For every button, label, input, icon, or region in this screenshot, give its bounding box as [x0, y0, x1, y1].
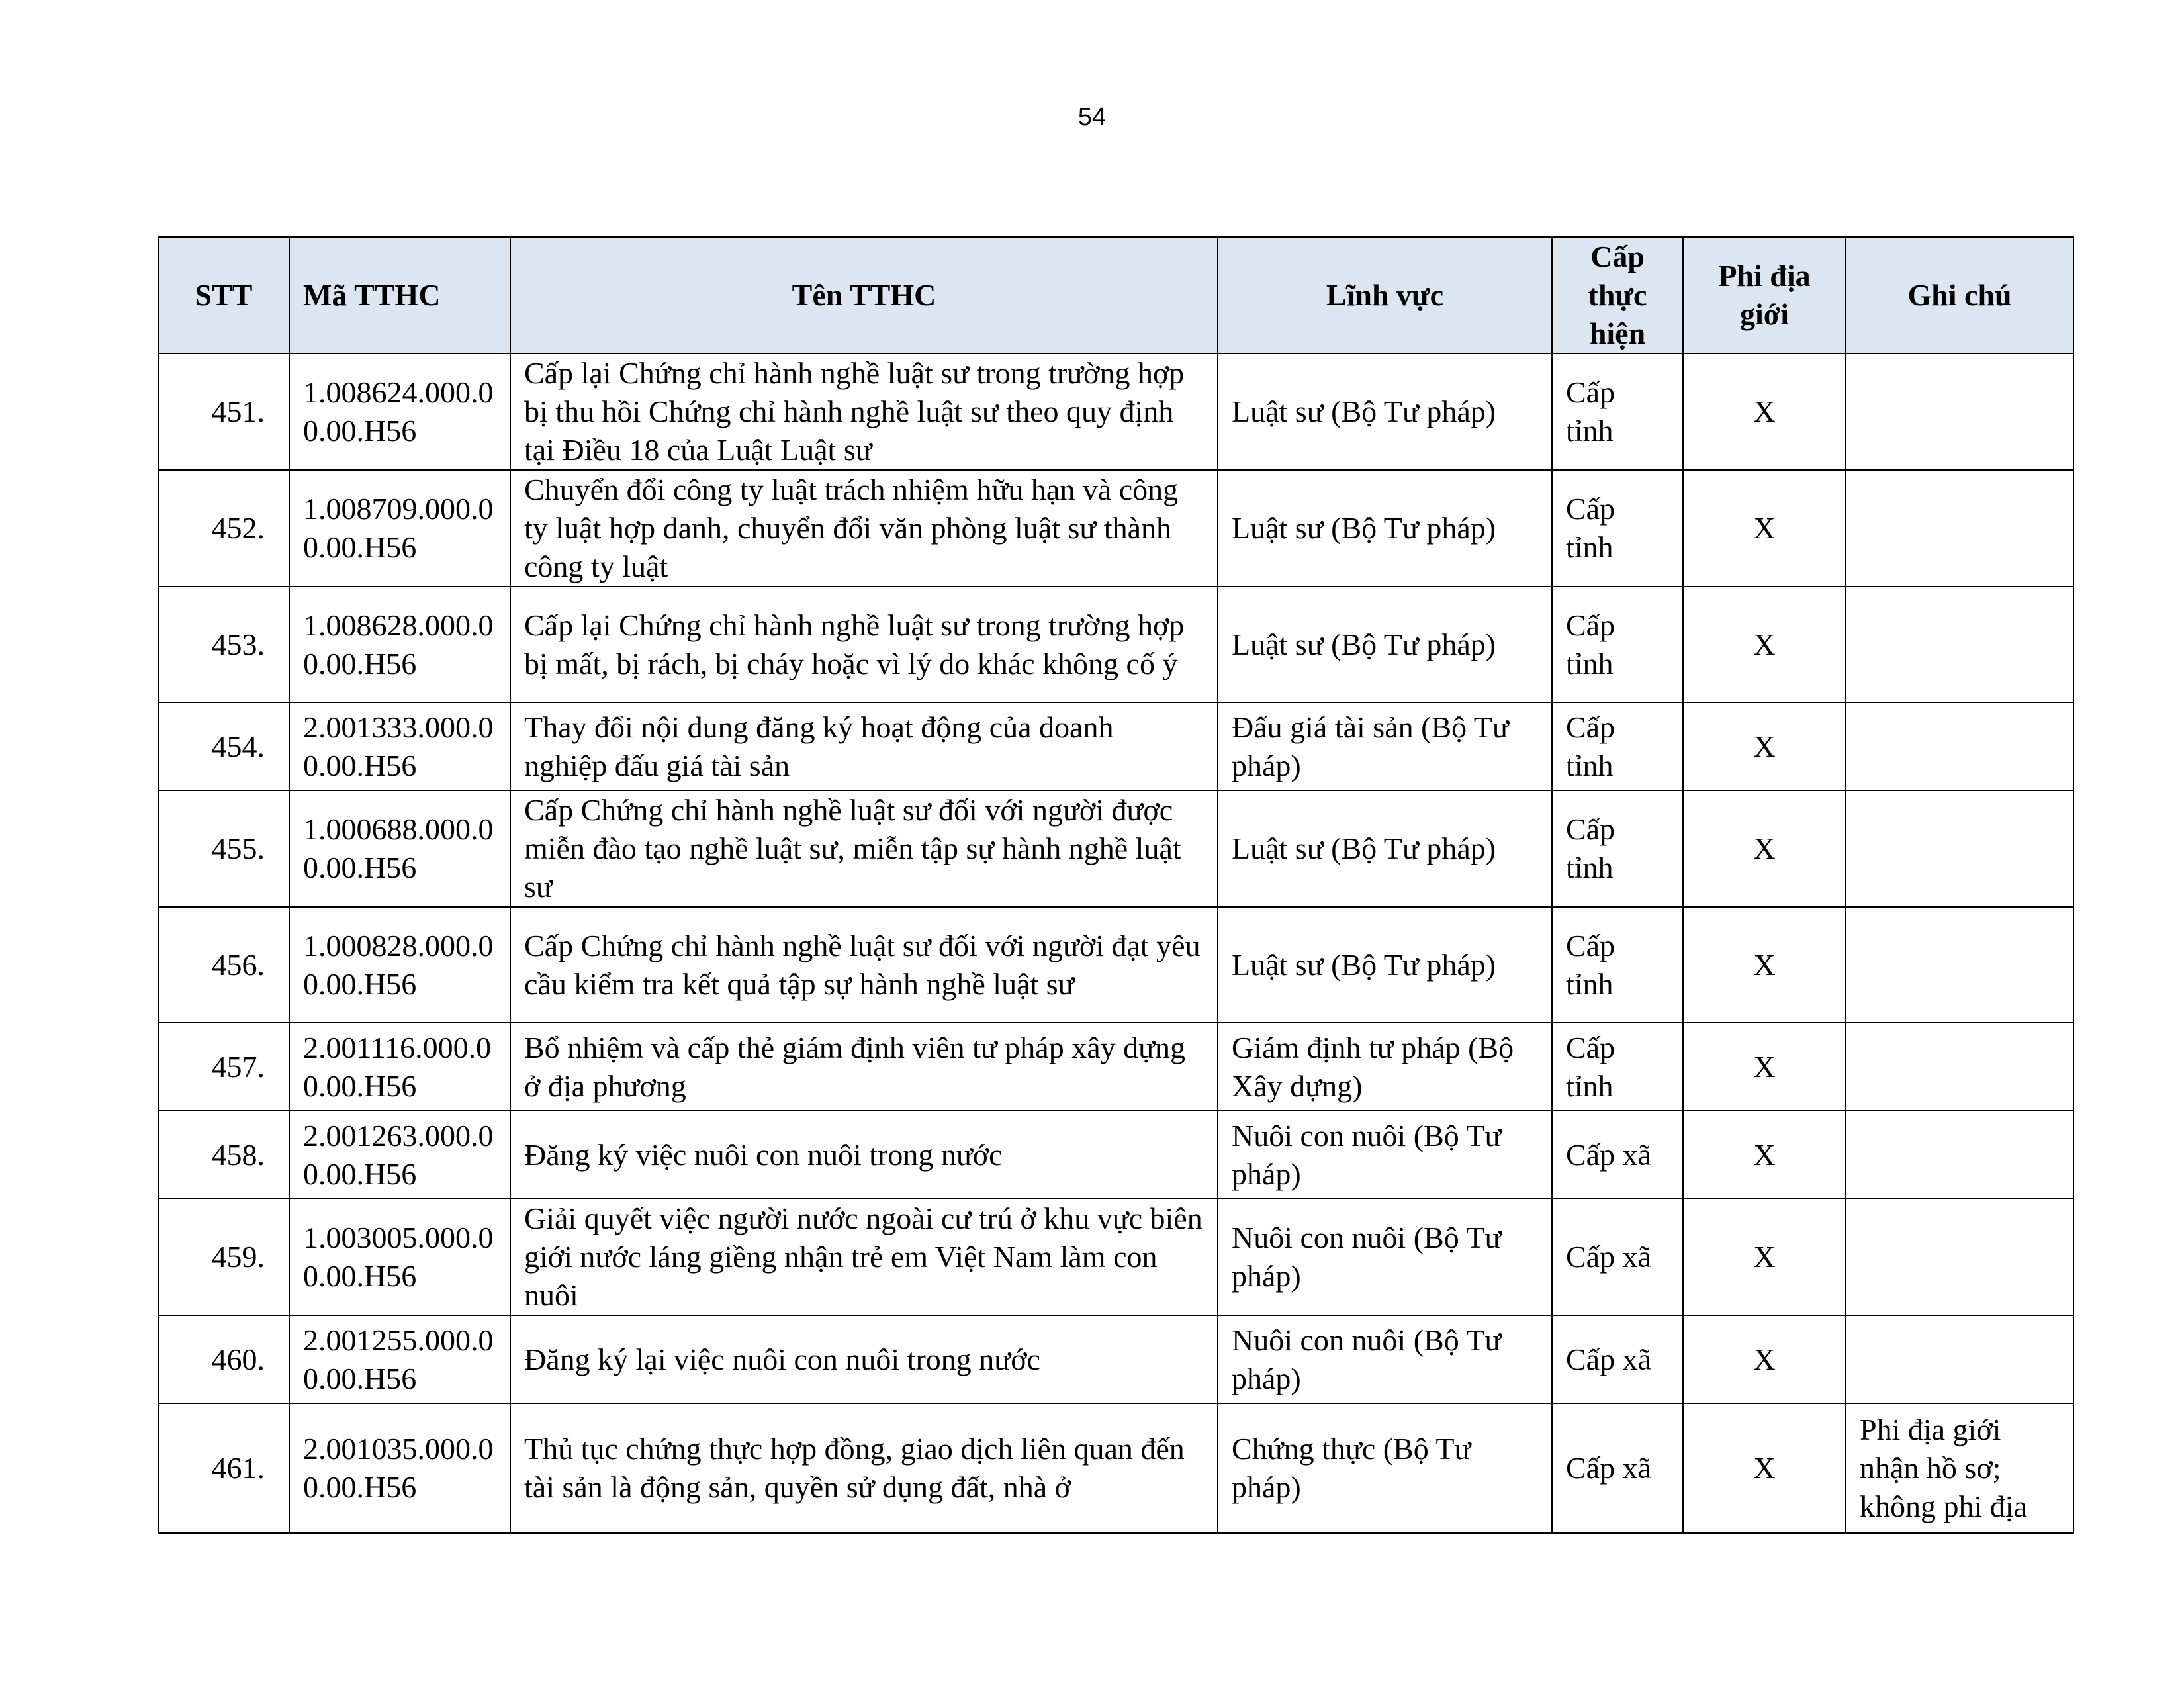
header-stt: STT — [158, 237, 289, 353]
cell-linh-vuc: Nuôi con nuôi (Bộ Tư pháp) — [1218, 1315, 1552, 1403]
header-ten-tthc: Tên TTHC — [510, 237, 1218, 353]
cell-phi-dia-gioi: X — [1683, 907, 1846, 1023]
cell-phi-dia-gioi: X — [1683, 1111, 1846, 1199]
cell-phi-dia-gioi: X — [1683, 586, 1846, 702]
cell-stt: 454. — [158, 702, 289, 790]
cell-stt: 451. — [158, 353, 289, 470]
cell-phi-dia-gioi: X — [1683, 353, 1846, 470]
cell-linh-vuc: Luật sư (Bộ Tư pháp) — [1218, 790, 1552, 907]
table-row — [158, 907, 2073, 1023]
cell-cap-thuc-hien: Cấp xã — [1552, 1315, 1683, 1403]
header-ma-tthc: Mã TTHC — [289, 237, 510, 353]
cell-ghi-chu — [1846, 353, 2073, 470]
cell-ghi-chu — [1846, 702, 2073, 790]
cell-stt: 459. — [158, 1199, 289, 1315]
cell-linh-vuc: Nuôi con nuôi (Bộ Tư pháp) — [1218, 1111, 1552, 1199]
cell-cap-thuc-hien: Cấp tỉnh — [1552, 1023, 1683, 1111]
table-row — [158, 790, 2073, 907]
cell-cap-thuc-hien: Cấp xã — [1552, 1403, 1683, 1533]
cell-ghi-chu — [1846, 1315, 2073, 1403]
cell-ma-tthc: 1.008709.000.00.00.H56 — [289, 470, 510, 586]
cell-ma-tthc: 2.001333.000.00.00.H56 — [289, 702, 510, 790]
cell-linh-vuc: Giám định tư pháp (Bộ Xây dựng) — [1218, 1023, 1552, 1111]
cell-ghi-chu — [1846, 1111, 2073, 1199]
procedures-table — [158, 236, 2074, 1534]
table-row — [158, 1403, 2073, 1533]
cell-linh-vuc: Luật sư (Bộ Tư pháp) — [1218, 907, 1552, 1023]
table-row — [158, 1023, 2073, 1111]
cell-ma-tthc: 1.000828.000.00.00.H56 — [289, 907, 510, 1023]
page-number: 54 — [1077, 103, 1107, 131]
cell-linh-vuc: Chứng thực (Bộ Tư pháp) — [1218, 1403, 1552, 1533]
cell-phi-dia-gioi: X — [1683, 702, 1846, 790]
cell-ten-tthc: Cấp Chứng chỉ hành nghề luật sư đối với người được miễn đào tạo nghề luật sư, miễn tập sự hành nghề luật sư — [510, 790, 1218, 907]
cell-cap-thuc-hien: Cấp tỉnh — [1552, 790, 1683, 907]
cell-ten-tthc: Thủ tục chứng thực hợp đồng, giao dịch liên quan đến tài sản là động sản, quyền sử dụng đất, nhà ở — [510, 1403, 1218, 1533]
table-row — [158, 586, 2073, 702]
cell-cap-thuc-hien: Cấp tỉnh — [1552, 702, 1683, 790]
cell-stt: 458. — [158, 1111, 289, 1199]
cell-phi-dia-gioi: X — [1683, 1023, 1846, 1111]
cell-ten-tthc: Chuyển đổi công ty luật trách nhiệm hữu hạn và công ty luật hợp danh, chuyển đổi văn phòng luật sư thành công ty luật — [510, 470, 1218, 586]
cell-ghi-chu — [1846, 586, 2073, 702]
cell-linh-vuc: Luật sư (Bộ Tư pháp) — [1218, 586, 1552, 702]
cell-ten-tthc: Thay đổi nội dung đăng ký hoạt động của doanh nghiệp đấu giá tài sản — [510, 702, 1218, 790]
cell-stt: 455. — [158, 790, 289, 907]
table-row — [158, 702, 2073, 790]
cell-phi-dia-gioi: X — [1683, 470, 1846, 586]
cell-cap-thuc-hien: Cấp xã — [1552, 1111, 1683, 1199]
header-ghi-chu: Ghi chú — [1846, 237, 2073, 353]
cell-ghi-chu — [1846, 790, 2073, 907]
cell-ma-tthc: 1.008624.000.00.00.H56 — [289, 353, 510, 470]
cell-ma-tthc: 2.001035.000.00.00.H56 — [289, 1403, 510, 1533]
cell-stt: 461. — [158, 1403, 289, 1533]
cell-stt: 453. — [158, 586, 289, 702]
cell-ten-tthc: Đăng ký việc nuôi con nuôi trong nước — [510, 1111, 1218, 1199]
cell-cap-thuc-hien: Cấp xã — [1552, 1199, 1683, 1315]
cell-ma-tthc: 1.000688.000.00.00.H56 — [289, 790, 510, 907]
cell-ten-tthc: Cấp lại Chứng chỉ hành nghề luật sư trong trường hợp bị thu hồi Chứng chỉ hành nghề luật sư theo quy định tại Điều 18 của Luật Luật sư — [510, 353, 1218, 470]
cell-ma-tthc: 2.001116.000.00.00.H56 — [289, 1023, 510, 1111]
cell-ghi-chu — [1846, 470, 2073, 586]
cell-stt: 452. — [158, 470, 289, 586]
cell-stt: 456. — [158, 907, 289, 1023]
cell-ten-tthc: Đăng ký lại việc nuôi con nuôi trong nước — [510, 1315, 1218, 1403]
table-header-row — [158, 237, 2073, 353]
cell-ghi-chu — [1846, 1199, 2073, 1315]
header-cap-thuc-hien: Cấp thực hiện — [1552, 237, 1683, 353]
table-row — [158, 470, 2073, 586]
cell-phi-dia-gioi: X — [1683, 790, 1846, 907]
header-phi-dia-gioi: Phi địa giới — [1683, 237, 1846, 353]
cell-ghi-chu — [1846, 907, 2073, 1023]
cell-ten-tthc: Cấp lại Chứng chỉ hành nghề luật sư trong trường hợp bị mất, bị rách, bị cháy hoặc vì lý do khác không cố ý — [510, 586, 1218, 702]
cell-ma-tthc: 1.008628.000.00.00.H56 — [289, 586, 510, 702]
cell-ghi-chu: Phi địa giới nhận hồ sơ; không phi địa — [1846, 1403, 2073, 1533]
header-linh-vuc: Lĩnh vực — [1218, 237, 1552, 353]
cell-stt: 460. — [158, 1315, 289, 1403]
cell-linh-vuc: Luật sư (Bộ Tư pháp) — [1218, 470, 1552, 586]
cell-ma-tthc: 1.003005.000.00.00.H56 — [289, 1199, 510, 1315]
cell-ten-tthc: Giải quyết việc người nước ngoài cư trú ở khu vực biên giới nước láng giềng nhận trẻ em Việt Nam làm con nuôi — [510, 1199, 1218, 1315]
cell-ghi-chu — [1846, 1023, 2073, 1111]
cell-ma-tthc: 2.001263.000.00.00.H56 — [289, 1111, 510, 1199]
table-row — [158, 1199, 2073, 1315]
cell-ten-tthc: Bổ nhiệm và cấp thẻ giám định viên tư pháp xây dựng ở địa phương — [510, 1023, 1218, 1111]
cell-phi-dia-gioi: X — [1683, 1199, 1846, 1315]
cell-phi-dia-gioi: X — [1683, 1315, 1846, 1403]
table-row — [158, 1315, 2073, 1403]
cell-cap-thuc-hien: Cấp tỉnh — [1552, 470, 1683, 586]
table-row — [158, 353, 2073, 470]
cell-ma-tthc: 2.001255.000.00.00.H56 — [289, 1315, 510, 1403]
cell-cap-thuc-hien: Cấp tỉnh — [1552, 353, 1683, 470]
cell-cap-thuc-hien: Cấp tỉnh — [1552, 586, 1683, 702]
cell-cap-thuc-hien: Cấp tỉnh — [1552, 907, 1683, 1023]
cell-stt: 457. — [158, 1023, 289, 1111]
table-row — [158, 1111, 2073, 1199]
cell-phi-dia-gioi: X — [1683, 1403, 1846, 1533]
cell-linh-vuc: Nuôi con nuôi (Bộ Tư pháp) — [1218, 1199, 1552, 1315]
cell-ten-tthc: Cấp Chứng chỉ hành nghề luật sư đối với người đạt yêu cầu kiểm tra kết quả tập sự hành nghề luật sư — [510, 907, 1218, 1023]
cell-linh-vuc: Luật sư (Bộ Tư pháp) — [1218, 353, 1552, 470]
cell-linh-vuc: Đấu giá tài sản (Bộ Tư pháp) — [1218, 702, 1552, 790]
